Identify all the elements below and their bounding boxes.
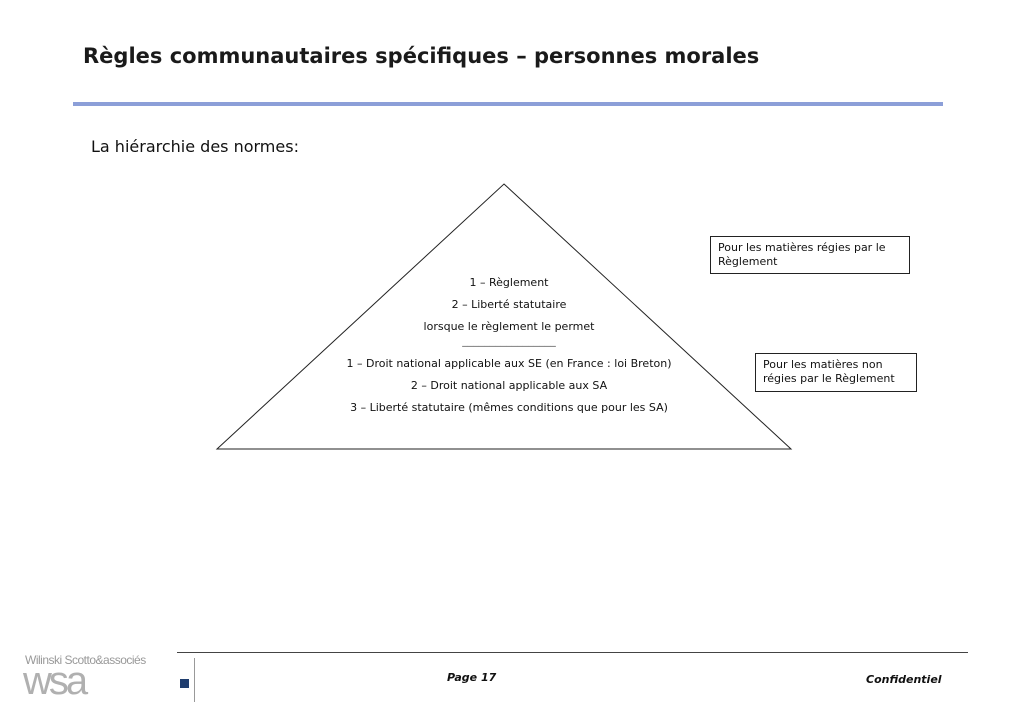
callout-not-regulated — [755, 353, 917, 392]
pyramid-lower-line-1: 1 – Droit national applicable aux SE (en France : loi Breton) — [346, 357, 672, 370]
callout-regulated — [710, 236, 910, 274]
callout-regulated-text: Pour les matières régies par le Règlement — [718, 241, 886, 268]
company-logo — [23, 653, 199, 705]
pyramid-lower-line-3: 3 – Liberté statutaire (mêmes conditions que pour les SA) — [350, 401, 668, 414]
slide-subtitle: La hiérarchie des normes: — [91, 137, 299, 156]
pyramid-separator: _________________ — [462, 334, 556, 347]
callout-not-regulated-text: Pour les matières non régies par le Règlement — [763, 358, 895, 385]
footer-divider — [177, 652, 968, 653]
confidential-label: Confidentiel — [866, 673, 942, 686]
pyramid-upper-line-1: 1 – Règlement — [469, 276, 549, 289]
page-number: Page 17 — [447, 671, 497, 684]
pyramid-lower-line-2: 2 – Droit national applicable aux SA — [410, 379, 608, 392]
logo-company-name: Wilinski Scotto&associés — [25, 653, 146, 667]
pyramid-upper-line-2: 2 – Liberté statutaire — [451, 298, 567, 311]
slide-title: Règles communautaires spécifiques – personnes morales — [83, 44, 760, 68]
pyramid-upper-line-3: lorsque le règlement le permet — [423, 320, 595, 333]
logo-vertical-line — [194, 658, 195, 702]
logo-square-icon — [180, 679, 189, 688]
logo-mark: wsa — [23, 659, 86, 703]
